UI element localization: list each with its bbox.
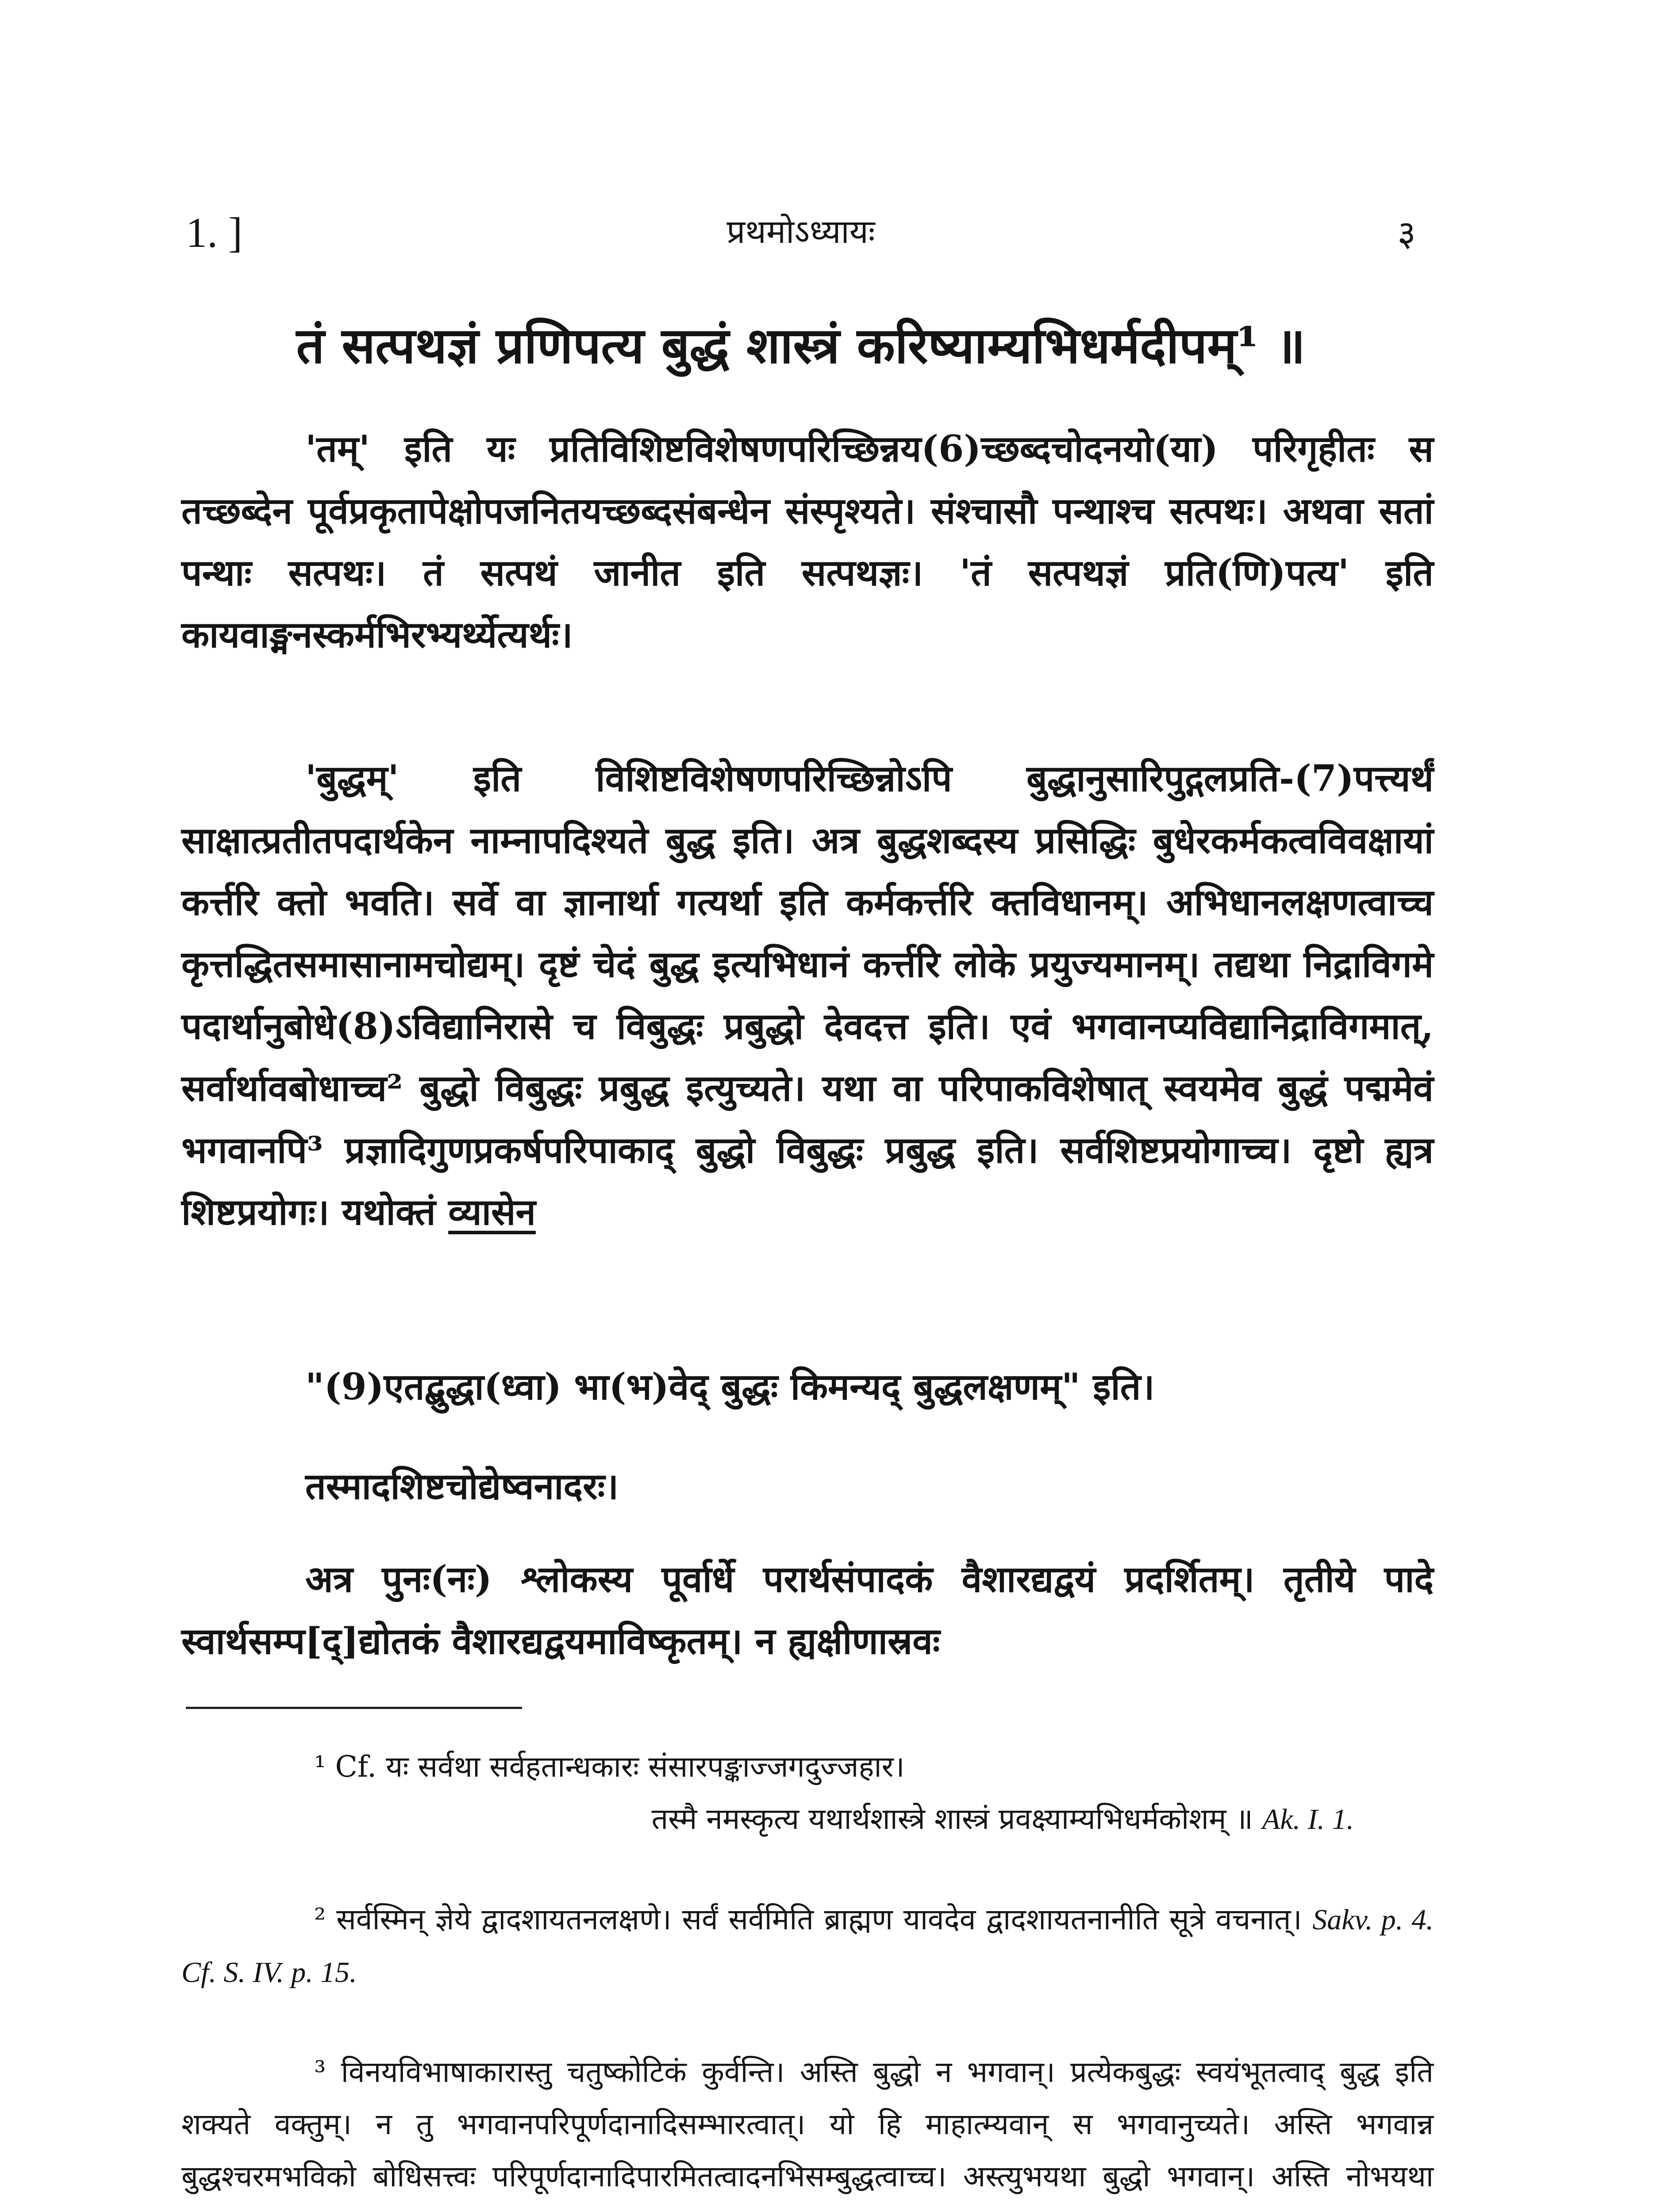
paragraph-4: तस्मादशिष्टचोद्येष्वनादरः।	[305, 1465, 619, 1508]
footnote-1-line-2	[181, 1793, 1434, 1846]
paragraph-1: 'तम्' इति यः प्रतिविशिष्टविशेषणपरिच्छिन्नय(6)च्छब्दचोदनयो(या) परिगृहीतः स तच्छब्देन पूर्वप्रकृतापेक्षोपजनितयच्छब्दसंबन्धेन संस्पृश्यते। संश्चासौ पन्थाश्च सत्पथः। अथवा सतां पन्थाः सत्पथः। तं सत्पथं जानीत इति सत्पथज्ञः। 'तं सत्पथज्ञं प्रति(णि)पत्य' इति कायवाङ्मनस्कर्मभिरभ्यर्थ्येत्यर्थः।	[181, 428, 1434, 656]
footnote-2-ref: Sakv. p. 4. Cf. S. IV. p. 15.	[181, 1904, 1434, 1989]
footnote-2-text: ² सर्वस्मिन् ज्ञेये द्वादशायतनलक्षणे। सर्वं सर्वमिति ब्राह्मण यावदेव द्वादशायतनानीति सूत्रे वचनात्।	[314, 1902, 1302, 1936]
verse-line: तं सत्पथज्ञं प्रणिपत्य बुद्धं शास्त्रं करिष्याम्यभिधर्मदीपम्¹ ॥	[296, 317, 1306, 375]
footnote-3	[181, 2046, 1434, 2212]
chapter-title: प्रथमोऽध्यायः	[726, 213, 875, 251]
paragraph-5: अत्र पुनः(नः) श्लोकस्य पूर्वार्धे परार्थसंपादकं वैशारद्यद्वयं प्रदर्शितम्। तृतीये पादे स्वार्थसम्प[द्]द्योतकं वैशारद्यद्वयमाविष्कृतम्। न ह्यक्षीणास्रवः	[181, 1558, 1434, 1663]
underlined-word: व्यासेन	[448, 1191, 536, 1233]
footnote-1-ref: Ak. I. 1.	[1262, 1803, 1354, 1836]
footnote-1-verse: तस्मै नमस्कृत्य यथार्थशास्त्रे शास्त्रं प्रवक्ष्याम्यभिधर्मकोशम् ॥	[651, 1802, 1253, 1836]
footnote-divider	[186, 1707, 522, 1709]
section-number: 1. ]	[186, 209, 242, 256]
running-header	[186, 208, 1416, 265]
footnote-1	[181, 1741, 1434, 1846]
paragraph-2-text: 'बुद्धम्' इति विशिष्टविशेषणपरिच्छिन्नोऽपि बुद्धानुसारिपुद्गलप्रति-(7)पत्त्यर्थं साक्षात्प्रतीतपदार्थकेन नाम्नापदिश्यते बुद्ध इति। अत्र बुद्धशब्दस्य प्रसिद्धिः बुधेरकर्मकत्वविवक्षायां कर्त्तरि क्तो भवति। सर्वे वा ज्ञानार्था गत्यर्था इति कर्मकर्त्तरि क्तविधानम्। अभिधानलक्षणत्वाच्च कृत्तद्धितसमासानामचोद्यम्। दृष्टं चेदं बुद्ध इत्यभिधानं कर्त्तरि लोके प्रयुज्यमानम्। तद्यथा निद्राविगमे पदार्थानुबोधे(8)ऽविद्यानिरासे च विबुद्धः प्रबुद्धो देवदत्त इति। एवं भगवानप्यविद्यानिद्राविगमात्, सर्वार्थावबोधाच्च² बुद्धो विबुद्धः प्रबुद्ध इत्युच्यते। यथा वा परिपाकविशेषात् स्वयमेव बुद्धं पद्ममेवं भगवानपि³ प्रज्ञादिगुणप्रकर्षपरिपाकाद् बुद्धो विबुद्धः प्रबुद्ध इति। सर्वशिष्टप्रयोगाच्च। दृष्टो ह्यत्र शिष्टप्रयोगः। यथोक्तं	[181, 757, 1434, 1233]
footnote-1-line-1: ¹ Cf. यः सर्वथा सर्वहतान्धकारः संसारपङ्काज्जगदुज्जहार।	[314, 1750, 905, 1784]
quotation: "(9)एतद्बुद्धा(ध्वा) भा(भ)वेद् बुद्धः किमन्यद् बुद्धलक्षणम्" इति।	[305, 1366, 1155, 1408]
paragraph-2	[181, 748, 1434, 1243]
footnote-3-text: ³ विनयविभाषाकारास्तु चतुष्कोटिकं कुर्वन्ति। अस्ति बुद्धो न भगवान्। प्रत्येकबुद्धः स्वयंभूतत्वाद् बुद्ध इति शक्यते वक्तुम्। न तु भगवानपरिपूर्णदानादिसम्भारत्वात्। यो हि माहात्म्यवान् स भगवानुच्यते। अस्ति भगवान्न बुद्धश्चरमभविको बोधिसत्त्वः परिपूर्णदानादिपारमितत्वादनभिसम्बुद्धत्वाच्च। अस्त्युभयथा बुद्धो भगवान्। अस्ति नोभयथा	[181, 2055, 1434, 2193]
page-number: ३	[1397, 213, 1416, 254]
footnote-2	[181, 1893, 1434, 1999]
